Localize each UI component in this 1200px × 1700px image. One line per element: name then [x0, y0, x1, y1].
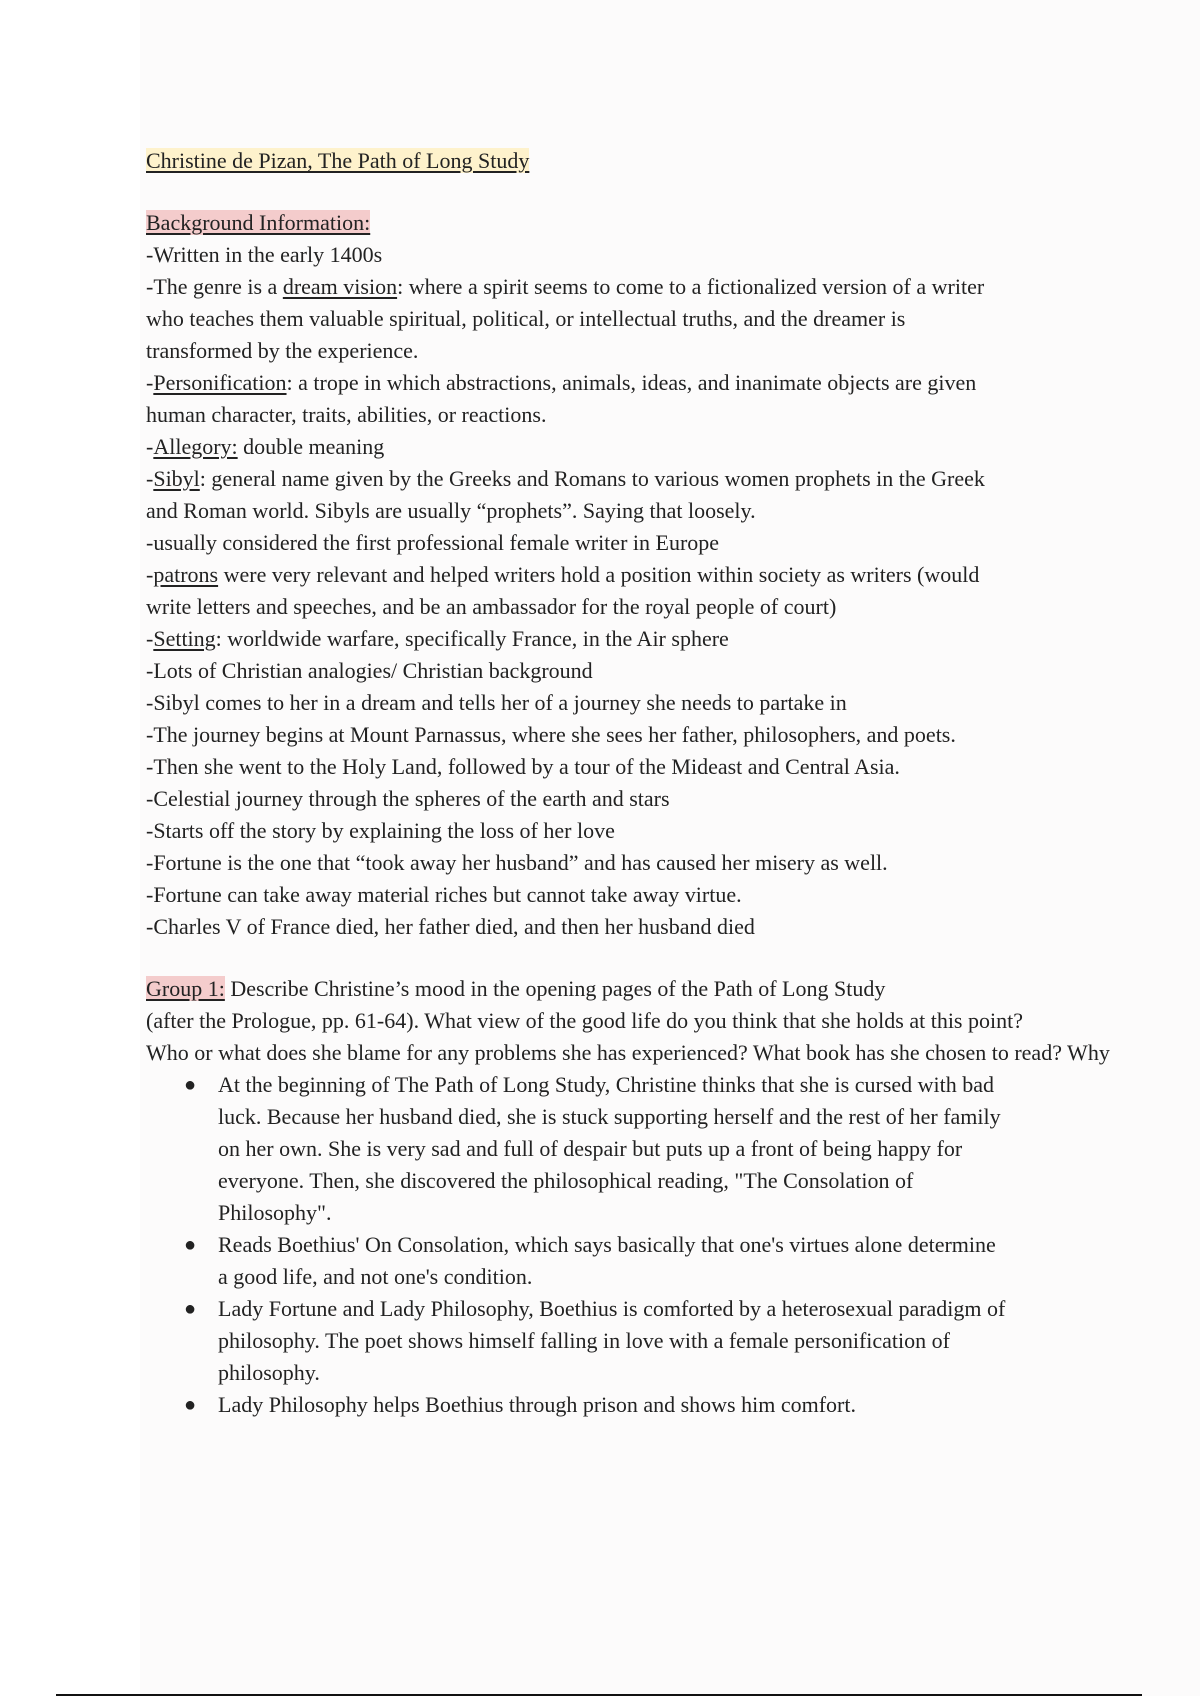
group-1-question-line: [146, 973, 1200, 1005]
term-setting: Setting: [153, 626, 216, 651]
answer-item: ● Lady Philosophy helps Boethius through prison and shows him comfort.: [146, 1389, 1200, 1421]
term-dream-vision: dream vision: [282, 274, 398, 299]
term-personification: Personification: [153, 370, 287, 395]
background-line: -Setting: worldwide warfare, specifically France, in the Air sphere: [146, 626, 729, 651]
document-title-line: [146, 145, 1200, 177]
background-line: -Sibyl: general name given by the Greeks and Romans to various women prophets in the Greek: [146, 466, 985, 491]
background-line: -usually considered the first professional female writer in Europe: [146, 530, 720, 555]
background-line: write letters and speeches, and be an ambassador for the royal people of court): [146, 594, 837, 619]
background-heading-line: [146, 207, 1200, 239]
group-1-section: [146, 973, 1200, 1421]
answer-item: ● Reads Boethius' On Consolation, which says basically that one's virtues alone determine a good life, and not one's condition.: [146, 1229, 1200, 1293]
background-heading: Background Information:: [146, 210, 371, 235]
term-patrons: patrons: [153, 562, 219, 587]
background-line: -Celestial journey through the spheres of the earth and stars: [146, 786, 670, 811]
background-line: who teaches them valuable spiritual, political, or intellectual truths, and the dreamer is: [146, 306, 906, 331]
background-line: -Sibyl comes to her in a dream and tells her of a journey she needs to partake in: [146, 690, 847, 715]
background-line: -Fortune can take away material riches but cannot take away virtue.: [146, 882, 742, 907]
group-1-answer-list: [146, 1069, 1200, 1421]
bullet-icon: ●: [184, 1394, 197, 1416]
background-line: -The genre is a dream vision: where a spirit seems to come to a fictionalized version of a writer: [146, 274, 985, 299]
group-1-label: Group 1:: [146, 976, 225, 1001]
background-line: -Starts off the story by explaining the loss of her love: [146, 818, 615, 843]
bullet-icon: ●: [184, 1234, 197, 1256]
background-line: -Then she went to the Holy Land, followed by a tour of the Mideast and Central Asia.: [146, 754, 900, 779]
group-1-question-line: (after the Prologue, pp. 61-64). What view of the good life do you think that she holds at this point?: [146, 1008, 1023, 1033]
background-line: -Fortune is the one that “took away her husband” and has caused her misery as well.: [146, 850, 888, 875]
document-body: [146, 145, 1200, 1421]
answer-item: ● Lady Fortune and Lady Philosophy, Boethius is comforted by a heterosexual paradigm of philosophy. The poet shows himself falling in love with a female personification of philosophy.: [146, 1293, 1200, 1389]
background-line: -Lots of Christian analogies/ Christian background: [146, 658, 593, 683]
bullet-icon: ●: [184, 1298, 197, 1320]
background-line: transformed by the experience.: [146, 338, 419, 363]
background-line: -Charles V of France died, her father died, and then her husband died: [146, 914, 755, 939]
term-allegory: Allegory:: [153, 434, 238, 459]
background-line: -Personification: a trope in which abstractions, animals, ideas, and inanimate objects are given: [146, 370, 977, 395]
background-line: and Roman world. Sibyls are usually “prophets”. Saying that loosely.: [146, 498, 756, 523]
background-line: -The journey begins at Mount Parnassus, where she sees her father, philosophers, and poets.: [146, 722, 956, 747]
background-line: -patrons were very relevant and helped writers hold a position within society as writers (would: [146, 562, 980, 587]
background-line: -Allegory: double meaning: [146, 434, 385, 459]
background-line: human character, traits, abilities, or reactions.: [146, 402, 547, 427]
bullet-icon: ●: [184, 1074, 197, 1096]
background-section: [146, 207, 1200, 943]
answer-item: ● At the beginning of The Path of Long Study, Christine thinks that she is cursed with bad luck. Because her husband died, she is stuck supporting herself and the rest of her family on her own. She is very sad and full of despair but puts up a front of being happy for everyone. Then, she discovered the philosophical reading, "The Consolation of Philosophy".: [146, 1069, 1200, 1229]
page-bottom-rule: [56, 1694, 1142, 1696]
document-title: Christine de Pizan, The Path of Long Study: [146, 148, 530, 173]
group-1-question-text: Describe Christine’s mood in the opening pages of the Path of Long Study: [224, 976, 886, 1001]
group-1-question-line: Who or what does she blame for any problems she has experienced? What book has she chosen to read? Why: [146, 1040, 1110, 1065]
term-sibyl: Sibyl: [153, 466, 200, 491]
background-line: -Written in the early 1400s: [146, 242, 383, 267]
